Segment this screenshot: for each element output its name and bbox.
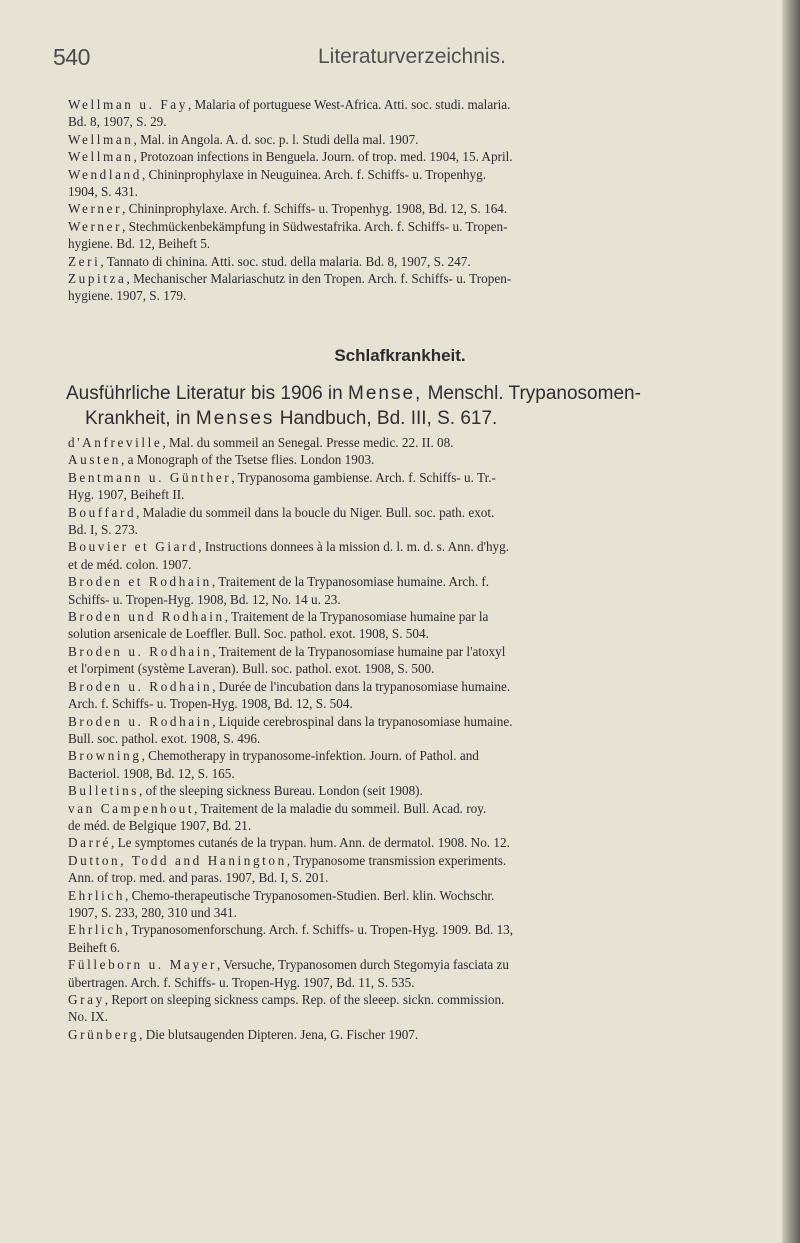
reference-author: Wendland [68, 166, 142, 182]
reference-text-line: Traitement de la Trypanosomiase humaine par la [231, 609, 489, 625]
reference-entry: Zupitza, Mechanischer Malariaschutz in den Tropen. Arch. f. Schiffs- u. Tropen- hygiene. 1907, S. 179. [68, 270, 788, 305]
reference-author: Gray [68, 992, 105, 1007]
reference-author: Browning [68, 748, 142, 764]
reference-author: Broden und Rodhain [68, 609, 225, 625]
reference-entry: Broden und Rodhain, Traitement de la Trypanosomiase humaine par la solution arsenicale de Loeffler. Bull. Soc. pathol. exot. 1908, S. 504. [68, 608, 788, 643]
reference-text-line: Trypanosomenforschung. Arch. f. Schiffs- u. Tropen-Hyg. 1909. Bd. 13, [131, 922, 514, 938]
reference-author: Zupitza [68, 271, 127, 287]
reference-author: van Campenhout [68, 800, 195, 816]
reference-text-line: Chemo-therapeutische Trypanosomen-Studien. Berl. klin. Wochschr. [131, 887, 495, 903]
reference-text-line: Trypanosoma gambiense. Arch. f. Schiffs- u. Tr.- [237, 469, 496, 485]
reference-author: Darré [68, 835, 112, 851]
reference-text-line: solution arsenicale de Loeffler. Bull. Soc. pathol. exot. 1908, S. 504. [68, 626, 429, 642]
running-head [53, 44, 773, 74]
reference-entry: Austen, a Monograph of the Tsetse flies. London 1903. [68, 452, 375, 468]
reference-text-line: Maladie du sommeil dans la boucle du Niger. Bull. soc. path. exot. [142, 504, 495, 520]
intro-text-1: Ausführliche Literatur bis 1906 in [66, 383, 343, 404]
reference-entry: Dutton, Todd and Hanington, Trypanosome transmission experiments. Ann. of trop. med. and paras. 1907, Bd. I, S. 201. [68, 852, 788, 887]
reference-text-line: Bull. soc. pathol. exot. 1908, S. 496. [68, 730, 261, 746]
reference-text-line: et l'orpiment (système Laveran). Bull. soc. pathol. exot. 1908, S. 500. [68, 661, 435, 677]
reference-entry: Broden u. Rodhain, Traitement de la Trypanosomiase humaine par l'atoxyl et l'orpiment (système Laveran). Bull. soc. pathol. exot. 1908, S. 500. [68, 643, 788, 678]
reference-entry: Wellman, Protozoan infections in Benguela. Journ. of trop. med. 1904, 15. April. [68, 149, 513, 165]
reference-text-line: Mal. in Angola. A. d. soc. p. l. Studi della mal. 1907. [140, 131, 419, 147]
reference-text-line: No. IX. [68, 1009, 108, 1025]
reference-text-line: Hyg. 1907, Beiheft II. [68, 487, 185, 503]
reference-author: Ehrlich [68, 922, 126, 938]
reference-text-line: Arch. f. Schiffs- u. Tropen-Hyg. 1908, Bd. 12, S. 504. [68, 696, 353, 712]
section-intro [66, 381, 786, 431]
reference-author: d'Anfreville [68, 435, 163, 450]
reference-author: Wellman [68, 149, 134, 165]
reference-author: Broden et Rodhain [68, 574, 212, 590]
reference-text-line: Traitement de la Trypanosomiase humaine par l'atoxyl [218, 643, 506, 659]
reference-text-line: Chininprophylaxe. Arch. f. Schiffs- u. Tropenhyg. 1908, Bd. 12, S. 164. [128, 201, 508, 217]
reference-text-line: a Monograph of the Tsetse flies. London 1903. [127, 452, 375, 468]
reference-entry: Gray, Report on sleeping sickness camps. Rep. of the sleeep. sickn. commission. No. IX. [68, 991, 788, 1026]
reference-text-line: Mal. du sommeil an Senegal. Presse medic. 22. II. 08. [168, 435, 454, 450]
reference-entry: Broden u. Rodhain, Durée de l'incubation dans la trypanosomiase humaine. Arch. f. Schiffs- u. Tropen-Hyg. 1908, Bd. 12, S. 504. [68, 678, 788, 713]
reference-text-line: Report on sleeping sickness camps. Rep. of the sleeep. sickn. commission. [111, 992, 505, 1007]
section-title: Schlafkrankheit. [334, 346, 466, 365]
page-header-title: Literaturverzeichnis. [318, 45, 506, 68]
reference-entry: Fülleborn u. Mayer, Versuche, Trypanosomen durch Stegomyia fasciata zu übertragen. Arch. f. Schiffs- u. Tropen-Hyg. 1907, Bd. 11, S. 535. [68, 956, 788, 991]
reference-text-line: hygiene. Bd. 12, Beiheft 5. [68, 236, 211, 252]
reference-text-line: übertragen. Arch. f. Schiffs- u. Tropen-Hyg. 1907, Bd. 11, S. 535. [68, 974, 415, 990]
reference-text-line: Schiffs- u. Tropen-Hyg. 1908, Bd. 12, No. 14 u. 23. [68, 591, 341, 607]
reference-text-line: 1907, S. 233, 280, 310 und 341. [68, 904, 237, 920]
intro-author-menses: Menses [195, 408, 275, 429]
reference-author: Grünberg [68, 1026, 140, 1042]
reference-list-malaria [68, 96, 788, 305]
reference-text-line: Traitement de la Trypanosomiase humaine. Arch. f. [218, 574, 490, 590]
reference-author: Wellman [68, 131, 134, 147]
reference-text-line: Durée de l'incubation dans la trypanosomiase humaine. [218, 678, 511, 694]
reference-text-line: Bd. I, S. 273. [68, 522, 138, 538]
reference-entry: Grünberg, Die blutsaugenden Dipteren. Jena, G. Fischer 1907. [68, 1026, 419, 1042]
reference-text-line: Bacteriol. 1908, Bd. 12, S. 165. [68, 765, 235, 781]
reference-text-line: de méd. de Belgique 1907, Bd. 21. [68, 817, 252, 833]
reference-author: Wellman u. Fay [68, 97, 188, 112]
reference-text-line: Instructions donnees à la mission d. l. m. d. s. Ann. d'hyg. [204, 539, 510, 555]
reference-author: Dutton, Todd and Hanington [68, 852, 287, 868]
reference-author: Bouvier et Giard [68, 539, 199, 555]
reference-entry: Wendland, Chininprophylaxe in Neuguinea. Arch. f. Schiffs- u. Tropenhyg. 1904, S. 431. [68, 166, 788, 201]
intro-text-2: Krankheit, in [85, 408, 191, 429]
reference-author: Broden u. Rodhain [68, 678, 213, 694]
reference-text-line: Trypanosome transmission experiments. [293, 852, 507, 868]
reference-author: Werner [68, 218, 123, 234]
reference-text-line: Mechanischer Malariaschutz in den Tropen. Arch. f. Schiffs- u. Tropen- [133, 271, 512, 287]
reference-entry: Darré, Le symptomes cutanés de la trypan. hum. Ann. de dermatol. 1908. No. 12. [68, 835, 510, 851]
reference-text-line: Traitement de la maladie du sommeil. Bull. Acad. roy. [200, 800, 487, 816]
reference-entry: Ehrlich, Chemo-therapeutische Trypanosomen-Studien. Berl. klin. Wochschr. 1907, S. 233, 280, 310 und 341. [68, 887, 788, 922]
reference-text-line: Le symptomes cutanés de la trypan. hum. Ann. de dermatol. 1908. No. 12. [117, 835, 510, 851]
reference-entry: Browning, Chemotherapy in trypanosome-infektion. Journ. of Pathol. and Bacteriol. 1908, Bd. 12, S. 165. [68, 747, 788, 782]
page-number: 540 [53, 44, 90, 70]
reference-author: Fülleborn u. Mayer [68, 957, 217, 973]
reference-text-line: Malaria of portuguese West-Africa. Atti. soc. studi. malaria. [194, 97, 511, 112]
reference-author: Werner [68, 201, 123, 217]
reference-text-line: Bd. 8, 1907, S. 29. [68, 114, 167, 130]
reference-text-line: of the sleeping sickness Bureau. London (seit 1908). [145, 783, 423, 799]
reference-entry: d'Anfreville, Mal. du sommeil an Senegal. Presse medic. 22. II. 08. [68, 435, 454, 450]
reference-author: Bouffard [68, 504, 137, 520]
reference-text-line: Tannato di chinina. Atti. soc. stud. della malaria. Bd. 8, 1907, S. 247. [106, 253, 471, 269]
reference-author: Broden u. Rodhain [68, 713, 213, 729]
reference-author: Austen [68, 452, 121, 468]
reference-text-line: hygiene. 1907, S. 179. [68, 288, 187, 304]
reference-text-line: 1904, S. 431. [68, 184, 138, 200]
reference-entry: Werner, Stechmückenbekämpfung in Südwestafrika. Arch. f. Schiffs- u. Tropen- hygiene. Bd. 12, Beiheft 5. [68, 218, 788, 253]
reference-entry: Broden et Rodhain, Traitement de la Trypanosomiase humaine. Arch. f. Schiffs- u. Tropen-Hyg. 1908, Bd. 12, No. 14 u. 23. [68, 573, 788, 608]
reference-author: Ehrlich [68, 887, 126, 903]
reference-entry: Zeri, Tannato di chinina. Atti. soc. stud. della malaria. Bd. 8, 1907, S. 247. [68, 253, 471, 269]
reference-entry: Wellman, Mal. in Angola. A. d. soc. p. l. Studi della mal. 1907. [68, 131, 419, 147]
reference-text-line: Ann. of trop. med. and paras. 1907, Bd. I, S. 201. [68, 870, 329, 886]
reference-text-line: Stechmückenbekämpfung in Südwestafrika. Arch. f. Schiffs- u. Tropen- [128, 218, 508, 234]
reference-author: Zeri [68, 253, 101, 269]
reference-entry: Bouffard, Maladie du sommeil dans la boucle du Niger. Bull. soc. path. exot. Bd. I, S. 273. [68, 504, 788, 539]
reference-text-line: Chemotherapy in trypanosome-infektion. Journ. of Pathol. and [148, 748, 479, 764]
reference-text-line: Protozoan infections in Benguela. Journ. of trop. med. 1904, 15. April. [140, 149, 513, 165]
reference-author: Broden u. Rodhain [68, 643, 213, 659]
reference-author: Bulletins [68, 783, 140, 799]
reference-entry: Bulletins, of the sleeping sickness Bureau. London (seit 1908). [68, 783, 423, 799]
page-edge-shadow [782, 0, 800, 1243]
reference-text-line: et de méd. colon. 1907. [68, 556, 192, 572]
reference-entry: Werner, Chininprophylaxe. Arch. f. Schiffs- u. Tropenhyg. 1908, Bd. 12, S. 164. [68, 201, 508, 217]
reference-entry: Wellman u. Fay, Malaria of portuguese West-Africa. Atti. soc. studi. malaria. Bd. 8, 1907, S. 29. [68, 96, 788, 131]
reference-author: Bentmann u. Günther [68, 469, 232, 485]
reference-text-line: Chininprophylaxe in Neuguinea. Arch. f. Schiffs- u. Tropenhyg. [148, 166, 486, 182]
intro-author-mense: Mense, [348, 383, 423, 404]
reference-entry: van Campenhout, Traitement de la maladie du sommeil. Bull. Acad. roy. de méd. de Belgique 1907, Bd. 21. [68, 800, 788, 835]
reference-list-sleeping-sickness [68, 434, 788, 1043]
reference-entry: Ehrlich, Trypanosomenforschung. Arch. f. Schiffs- u. Tropen-Hyg. 1909. Bd. 13, Beiheft 6. [68, 921, 788, 956]
intro-text-1b: Menschl. Trypanosomen- [427, 383, 641, 404]
reference-text-line: Versuche, Trypanosomen durch Stegomyia fasciata zu [223, 957, 510, 973]
reference-text-line: Beiheft 6. [68, 939, 121, 955]
intro-text-2b: Handbuch, Bd. III, S. 617. [279, 408, 498, 429]
reference-text-line: Liquide cerebrospinal dans la trypanosomiase humaine. [218, 713, 513, 729]
reference-entry: Broden u. Rodhain, Liquide cerebrospinal dans la trypanosomiase humaine. Bull. soc. pathol. exot. 1908, S. 496. [68, 713, 788, 748]
reference-entry: Bentmann u. Günther, Trypanosoma gambiense. Arch. f. Schiffs- u. Tr.- Hyg. 1907, Beiheft II. [68, 469, 788, 504]
reference-entry: Bouvier et Giard, Instructions donnees à la mission d. l. m. d. s. Ann. d'hyg. et de méd. colon. 1907. [68, 538, 788, 573]
reference-text-line: Die blutsaugenden Dipteren. Jena, G. Fischer 1907. [145, 1026, 419, 1042]
